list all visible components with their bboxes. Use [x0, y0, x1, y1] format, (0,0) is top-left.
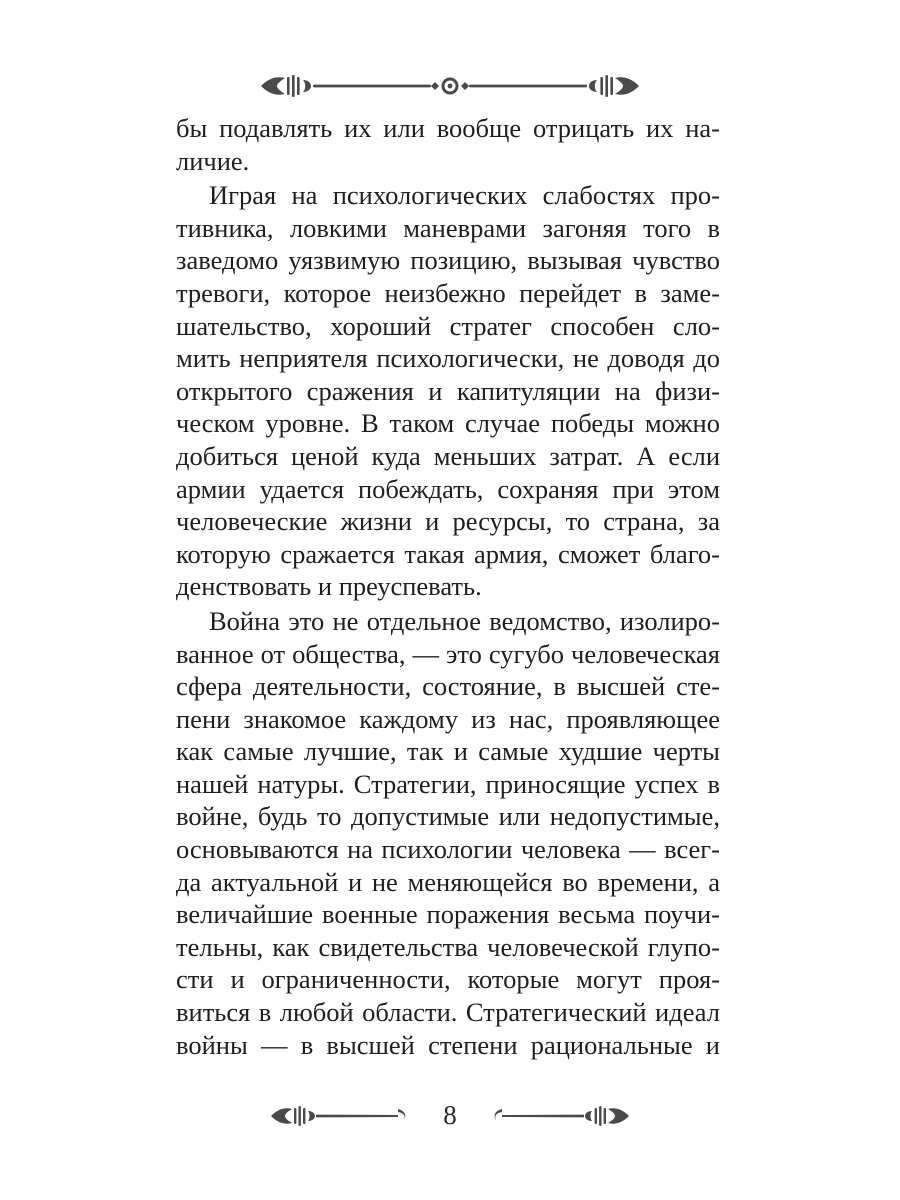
text-line: величайшие военные поражения весьма поучи-: [176, 899, 720, 930]
text-line: которую сражается такая армия, сможет благо-: [176, 538, 720, 569]
page-footer: [0, 1093, 900, 1139]
footer-ornament-right: [487, 1101, 632, 1131]
text-line: основываются на психологии человека — всег-: [176, 834, 720, 865]
text-line: бы подавлять их или вообще отрицать их на-: [176, 113, 720, 143]
text-line: виться в любой области. Стратегический идеал: [176, 997, 720, 1028]
text-line: денствовать и преуспевать.: [176, 571, 482, 602]
text-line: да актуальной и не меняющейся во времени, а: [176, 866, 720, 897]
text-line: сти и ограниченности, которые могут проя-: [176, 964, 720, 995]
text-line: армии удается побеждать, сохраняя при этом: [176, 473, 720, 504]
top-ornament-divider: [255, 66, 645, 106]
text-line: тивника, ловкими маневрами загоняя того в: [176, 212, 720, 243]
text-line: добиться ценой куда меньших затрат. А если: [176, 440, 720, 471]
text-line: Играя на психологических слабостях про-: [209, 180, 720, 211]
text-line: мить неприятеля психологически, не доводя до: [176, 343, 720, 374]
text-line: ческом уровне. В таком случае победы можно: [176, 408, 720, 439]
paragraph-2: [176, 179, 720, 603]
text-line: нашей натуры. Стратегии, приносящие успех в: [176, 768, 720, 799]
page-number: 8: [443, 1100, 457, 1130]
text-line: человеческие жизни и ресурсы, то страна, за: [176, 506, 720, 537]
text-line: личие.: [176, 145, 250, 176]
text-line: заведомо уязвимую позицию, вызывая чувство: [176, 245, 720, 276]
text-line: войны — в высшей степени рациональные и: [176, 1029, 720, 1060]
text-line: как самые лучшие, так и самые худшие черты: [176, 736, 720, 767]
text-line: сфера деятельности, состояние, в высшей сте-: [176, 671, 720, 702]
text-line: открытого сражения и капитуляции на физи-: [176, 375, 720, 406]
text-line: ванное от общества, — это сугубо человеческая: [176, 638, 720, 669]
text-line: тревоги, которое неизбежно перейдет в заме-: [176, 277, 720, 308]
paragraph-3: [176, 605, 720, 1061]
page-body-text: [176, 112, 720, 1061]
text-line: войне, будь то допустимые или недопустимые,: [176, 801, 720, 832]
text-line: шательство, хороший стратег способен сло-: [176, 310, 720, 341]
text-line: тельны, как свидетельства человеческой глупо-: [176, 931, 720, 962]
text-line: Война это не отдельное ведомство, изолиро-: [209, 605, 720, 636]
text-line: пени знакомое каждому из нас, проявляющее: [176, 703, 720, 734]
paragraph-1: [176, 112, 720, 177]
